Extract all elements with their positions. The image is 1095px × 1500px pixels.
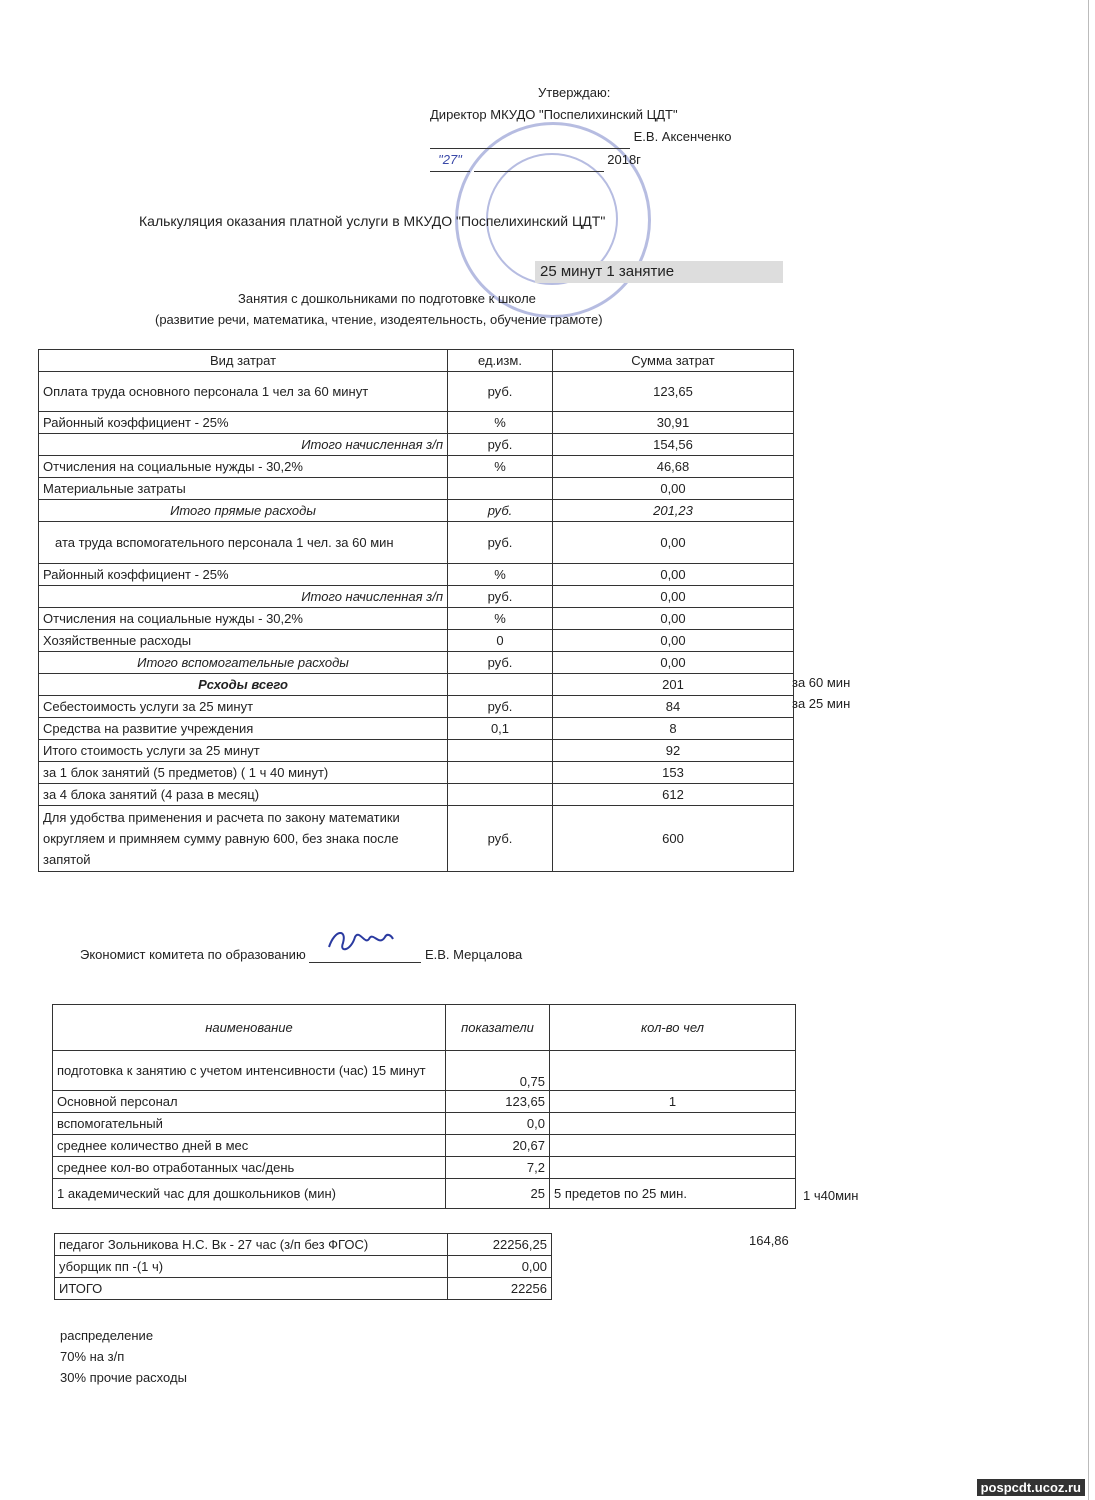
cost-name: Материальные затраты (39, 478, 448, 500)
table-row (39, 696, 794, 718)
indicator-count (550, 1113, 796, 1135)
salary-name: педагог Зольникова Н.С. Вк - 27 час (з/п без ФГОС) (55, 1234, 448, 1256)
subtitle-line-2: (развитие речи, математика, чтение, изодеятельность, обучение грамоте) (155, 312, 603, 327)
cost-name: Оплата труда основного персонала 1 чел за 60 минут (39, 372, 448, 412)
table-row (39, 522, 794, 564)
signature-line (430, 126, 630, 149)
cost-unit: 0,1 (448, 718, 553, 740)
date-month-line (474, 149, 604, 172)
header-cell: Вид затрат (39, 350, 448, 372)
cost-unit (448, 740, 553, 762)
indicator-count (550, 1051, 796, 1091)
indicator-name: 1 академический час для дошкольников (мин) (53, 1179, 446, 1209)
table-row (39, 412, 794, 434)
cost-sum: 201 (553, 674, 794, 696)
table-row (39, 806, 794, 872)
economist-label: Экономист комитета по образованию (80, 947, 306, 962)
header-cell: ед.изм. (448, 350, 553, 372)
salary-value: 22256,25 (448, 1234, 552, 1256)
cost-name: Хозяйственные расходы (39, 630, 448, 652)
salary-value: 0,00 (448, 1256, 552, 1278)
table-row (39, 434, 794, 456)
cost-sum: 153 (553, 762, 794, 784)
cost-name: Средства на развитие учреждения (39, 718, 448, 740)
cost-name: за 1 блок занятий (5 предметов) ( 1 ч 40 минут) (39, 762, 448, 784)
indicator-value: 0,0 (446, 1113, 550, 1135)
cost-sum: 0,00 (553, 586, 794, 608)
cost-unit: руб. (448, 500, 553, 522)
table-row (39, 586, 794, 608)
table-row (53, 1091, 796, 1113)
cost-name: Итого начисленная з/п (39, 586, 448, 608)
salary-name: уборщик пп -(1 ч) (55, 1256, 448, 1278)
distribution-block (60, 1325, 187, 1388)
indicators-table (52, 1004, 796, 1209)
approval-label: Утверждаю: (538, 85, 611, 100)
cost-sum: 0,00 (553, 564, 794, 586)
cost-unit: руб. (448, 586, 553, 608)
table-row (53, 1135, 796, 1157)
salary-table (54, 1233, 552, 1300)
table-row (55, 1278, 552, 1300)
cost-name: за 4 блока занятий (4 раза в месяц) (39, 784, 448, 806)
cost-unit: % (448, 564, 553, 586)
table-row (53, 1113, 796, 1135)
indicator-name: среднее количество дней в мес (53, 1135, 446, 1157)
table-row (39, 674, 794, 696)
document-title: Калькуляция оказания платной услуги в МКУДО "Поспелихинский ЦДТ" (139, 213, 606, 229)
cost-table (38, 349, 794, 872)
indicator-value: 20,67 (446, 1135, 550, 1157)
watermark: pospcdt.ucoz.ru (977, 1479, 1085, 1496)
indicator-name: Основной персонал (53, 1091, 446, 1113)
table-row (39, 372, 794, 412)
cost-sum: 8 (553, 718, 794, 740)
cost-name: Отчисления на социальные нужды - 30,2% (39, 608, 448, 630)
distribution-salary: 70% на з/п (60, 1349, 125, 1364)
table-row (55, 1256, 552, 1278)
cost-sum: 612 (553, 784, 794, 806)
economist-line (80, 947, 522, 963)
cost-unit: руб. (448, 434, 553, 456)
subtitle-line-1: Занятия с дошкольниками по подготовке к школе (238, 291, 536, 306)
approval-director: Директор МКУДО "Поспелихинский ЦДТ" (430, 107, 678, 122)
header-cell: кол-во чел (550, 1005, 796, 1051)
cost-unit (448, 674, 553, 696)
table-header-row (53, 1005, 796, 1051)
table-row (39, 608, 794, 630)
economist-name: Е.В. Мерцалова (424, 947, 523, 962)
cost-unit: руб. (448, 522, 553, 564)
indicator-value: 123,65 (446, 1091, 550, 1113)
cost-name: Итого стоимость услуги за 25 минут (39, 740, 448, 762)
header-cell: наименование (53, 1005, 446, 1051)
cost-unit: руб. (448, 806, 553, 872)
cost-sum: 30,91 (553, 412, 794, 434)
cost-name: Районный коэффициент - 25% (39, 412, 448, 434)
indicator-name: подготовка к занятию с учетом интенсивности (час) 15 минут (53, 1051, 446, 1091)
cost-unit: % (448, 456, 553, 478)
cost-name: Рсходы всего (39, 674, 448, 696)
table-row (53, 1179, 796, 1209)
table-row (39, 630, 794, 652)
header-cell: показатели (446, 1005, 550, 1051)
indicator-value: 25 (446, 1179, 550, 1209)
indicator-count: 1 (550, 1091, 796, 1113)
academic-hour-note: 1 ч40мин (803, 1188, 859, 1203)
date-year: 2018г (607, 152, 641, 167)
cost-sum: 0,00 (553, 652, 794, 674)
cost-sum: 600 (553, 806, 794, 872)
distribution-title: распределение (60, 1328, 154, 1343)
table-row (39, 740, 794, 762)
table-row (55, 1234, 552, 1256)
cost-name: ата труда вспомогательного персонала 1 чел. за 60 мин (39, 522, 448, 564)
table-row (53, 1051, 796, 1091)
economist-signature (309, 947, 421, 963)
table-row (39, 762, 794, 784)
note-60-min: за 60 мин (792, 675, 851, 690)
cost-unit (448, 762, 553, 784)
note-25-min: за 25 мин (792, 696, 851, 711)
cost-sum: 0,00 (553, 478, 794, 500)
cost-name: Районный коэффициент - 25% (39, 564, 448, 586)
cost-unit: руб. (448, 696, 553, 718)
table-row (39, 478, 794, 500)
cost-name: Отчисления на социальные нужды - 30,2% (39, 456, 448, 478)
table-row (39, 500, 794, 522)
page-edge (1088, 0, 1089, 1500)
cost-name: Итого прямые расходы (39, 500, 448, 522)
indicator-count: 5 предетов по 25 мин. (550, 1179, 796, 1209)
salary-value: 22256 (448, 1278, 552, 1300)
director-name: Е.В. Аксенченко (633, 129, 732, 144)
indicator-count (550, 1157, 796, 1179)
table-row (39, 784, 794, 806)
table-row (39, 564, 794, 586)
indicator-name: вспомогательный (53, 1113, 446, 1135)
table-row (53, 1157, 796, 1179)
cost-sum: 123,65 (553, 372, 794, 412)
cost-sum: 84 (553, 696, 794, 718)
salary-name: ИТОГО (55, 1278, 448, 1300)
hourly-rate-value: 164,86 (749, 1233, 789, 1248)
cost-unit: % (448, 608, 553, 630)
indicator-name: среднее кол-во отработанных час/день (53, 1157, 446, 1179)
table-row (39, 456, 794, 478)
cost-sum: 46,68 (553, 456, 794, 478)
cost-unit: % (448, 412, 553, 434)
cost-sum: 154,56 (553, 434, 794, 456)
cost-name: Итого вспомогательные расходы (39, 652, 448, 674)
indicator-count (550, 1135, 796, 1157)
table-header-row (39, 350, 794, 372)
handwritten-signature (325, 925, 395, 959)
cost-unit (448, 784, 553, 806)
duration-label: 25 минут 1 занятие (540, 263, 675, 280)
distribution-other: 30% прочие расходы (60, 1370, 187, 1385)
cost-name: Себестоимость услуги за 25 минут (39, 696, 448, 718)
cost-unit: 0 (448, 630, 553, 652)
cost-sum: 201,23 (553, 500, 794, 522)
cost-unit: руб. (448, 372, 553, 412)
indicator-value: 7,2 (446, 1157, 550, 1179)
cost-sum: 92 (553, 740, 794, 762)
table-row (39, 652, 794, 674)
cost-name: Итого начисленная з/п (39, 434, 448, 456)
table-row (39, 718, 794, 740)
date-day: "27" (430, 149, 470, 172)
cost-sum: 0,00 (553, 608, 794, 630)
cost-sum: 0,00 (553, 630, 794, 652)
cost-unit: руб. (448, 652, 553, 674)
cost-sum: 0,00 (553, 522, 794, 564)
indicator-value: 0,75 (446, 1051, 550, 1091)
header-cell: Сумма затрат (553, 350, 794, 372)
cost-name: Для удобства применения и расчета по закону математики округляем и примняем сумму равную 600, без знака после запятой (39, 806, 448, 872)
cost-unit (448, 478, 553, 500)
approval-block (430, 82, 750, 172)
